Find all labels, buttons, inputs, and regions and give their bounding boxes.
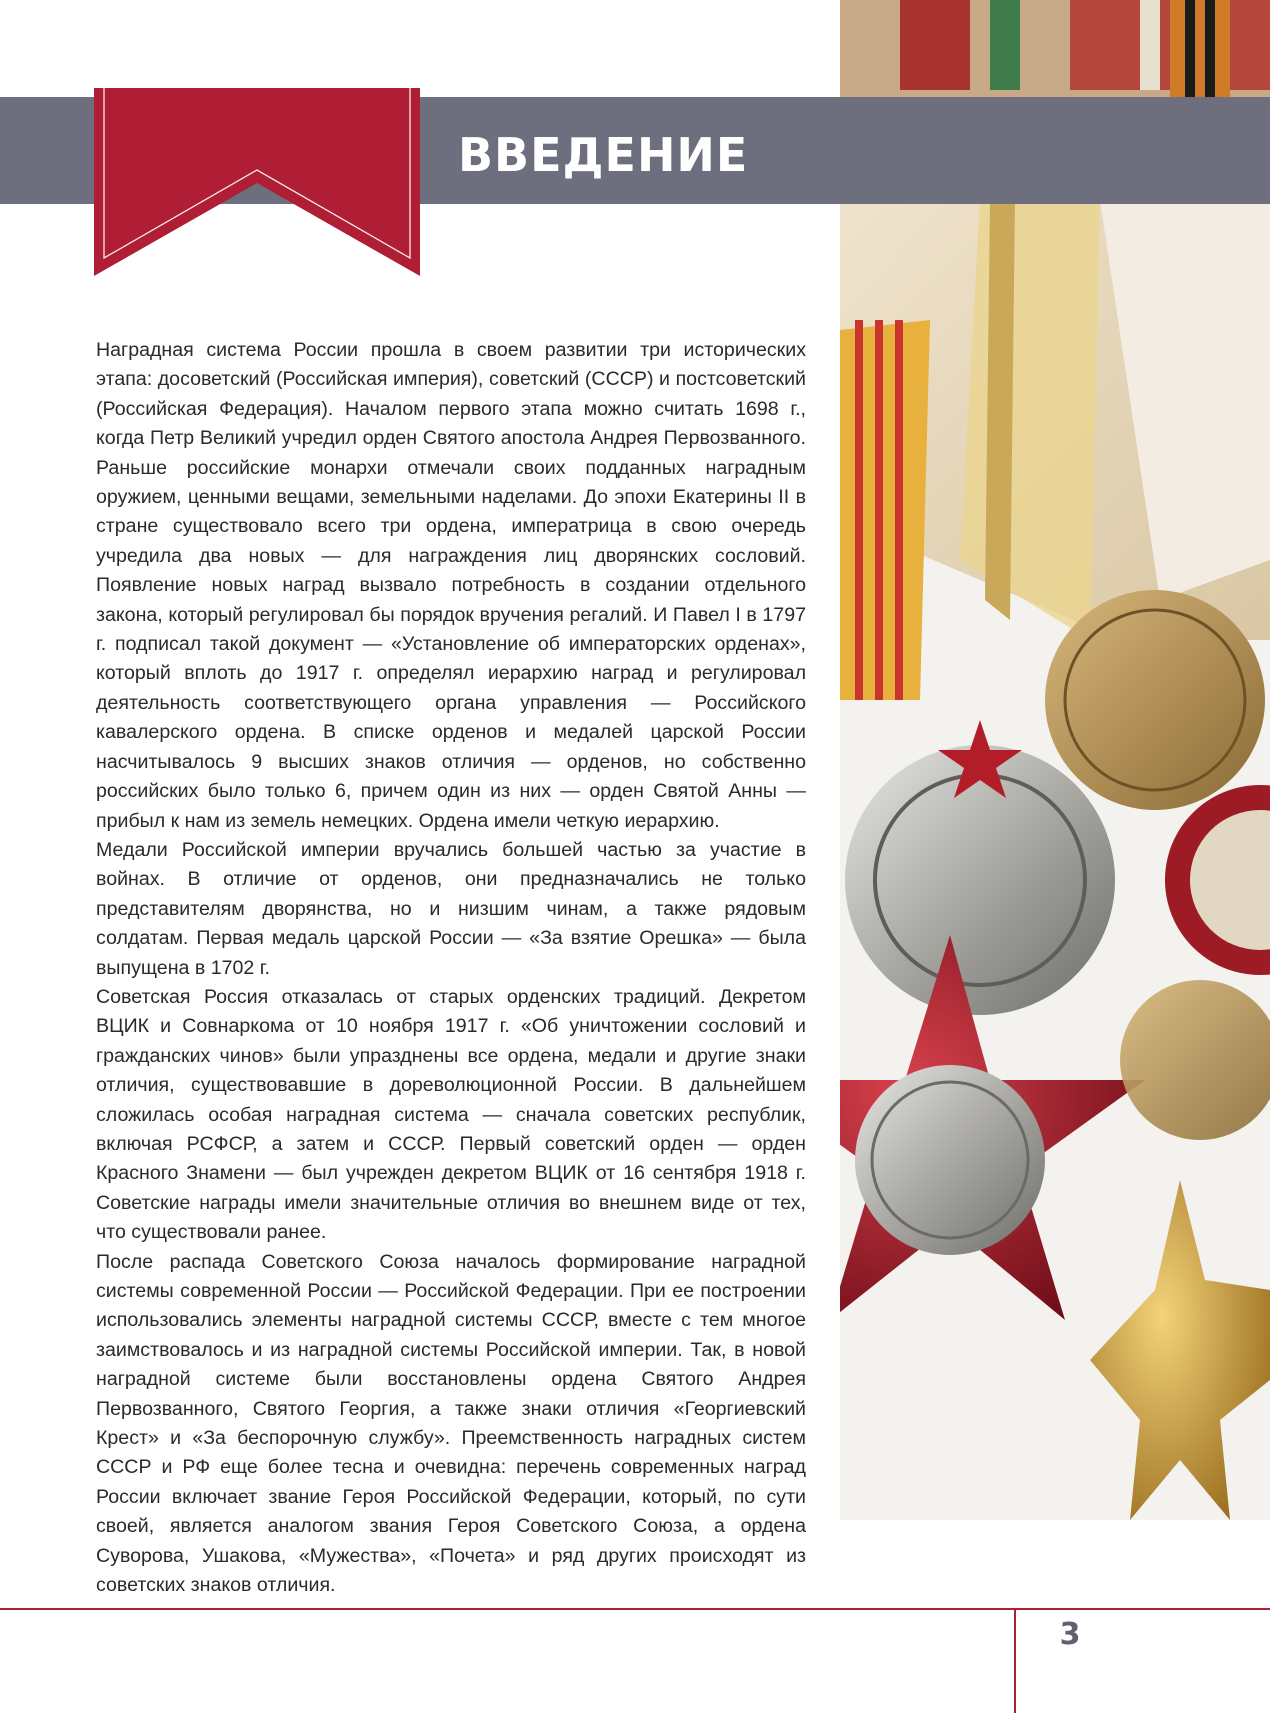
body-text [96,336,806,1600]
paragraph: После распада Советского Союза началось формирование наградной системы современной России — Российской Федерации. При ее построении использовались элементы наградной системы СССР, вместе с тем многое заимствовалось и из наградной системы Российской империи. Так, в новой наградной системе были восстановлены ордена Святого Андрея Первозванного, Святого Георгия, а также знаки отличия «Георгиевский Крест» и «За беспорочную службу». Преемственность наградных систем СССР и РФ еще более тесна и очевидна: перечень современных наград России включает звание Героя Российской Федерации, который, по сути своей, является аналогом звания Героя Советского Союза, а ордена Суворова, Ушакова, «Мужества», «Почета» и ряд других происходят из советских знаков отличия. [96,1250,806,1597]
footer-divider [1014,1610,1016,1713]
paragraph: Медали Российской империи вручались большей частью за участие в войнах. В отличие от орденов, они предназначались не только представителям дворянства, но и низшим чинам, а также рядовым солдатам. Первая медаль царской России — «За взятие Орешка» — была выпущена в 1702 г. [96,838,806,979]
medals-illustration [840,0,1270,1520]
page-number: 3 [1059,1617,1081,1652]
paragraph: Наградная система России прошла в своем развитии три исторических этапа: досоветский (Российская империя), советский (СССР) и постсоветский (Российская Федерация). Началом первого этапа можно считать 1698 г., когда Петр Великий учредил орден Святого апостола Андрея Первозванного. Раньше российские монархи отмечали своих подданных наградным оружием, ценными вещами, земельными наделами. До эпохи Екатерины II в стране существовало всего три ордена, императрица в свою очередь учредила два новых — для награждения лиц дворянских сословий. Появление новых наград вызвало потребность в создании отдельного закона, который регулировал бы порядок вручения регалий. И Павел I в 1797 г. подписал такой документ — «Установление об императорских орденах», который вплоть до 1917 г. определял иерархию наград и регулировал деятельность соответствующего органа управления — Российского кавалерского ордена. В списке орденов и медалей царской России насчитывалось 9 высших знаков отличия — орденов, но собственно российских было только 6, причем один из них — орден Святой Анны — прибыл к нам из земель немецких. Ордена имели четкую иерархию. [96,339,806,832]
footer-rule [0,1608,1270,1610]
page-title: ВВЕДЕНИЕ [458,128,749,182]
paragraph: Советская Россия отказалась от старых орденских традиций. Декретом ВЦИК и Совнаркома от 10 ноября 1917 г. «Об уничтожении сословий и гражданских чинов» были упразднены все ордена, медали и другие знаки отличия, существовавшие в дореволюционной России. В дальнейшем сложилась особая наградная система — сначала советских республик, включая РСФСР, а затем и СССР. Первый советский орден — орден Красного Знамени — был учрежден декретом ВЦИК от 16 сентября 1918 г. Советские награды имели значительные отличия во внешнем виде от тех, что существовали ранее. [96,985,806,1244]
medals-photo [840,0,1270,1520]
bookmark-ribbon-icon [94,88,420,276]
